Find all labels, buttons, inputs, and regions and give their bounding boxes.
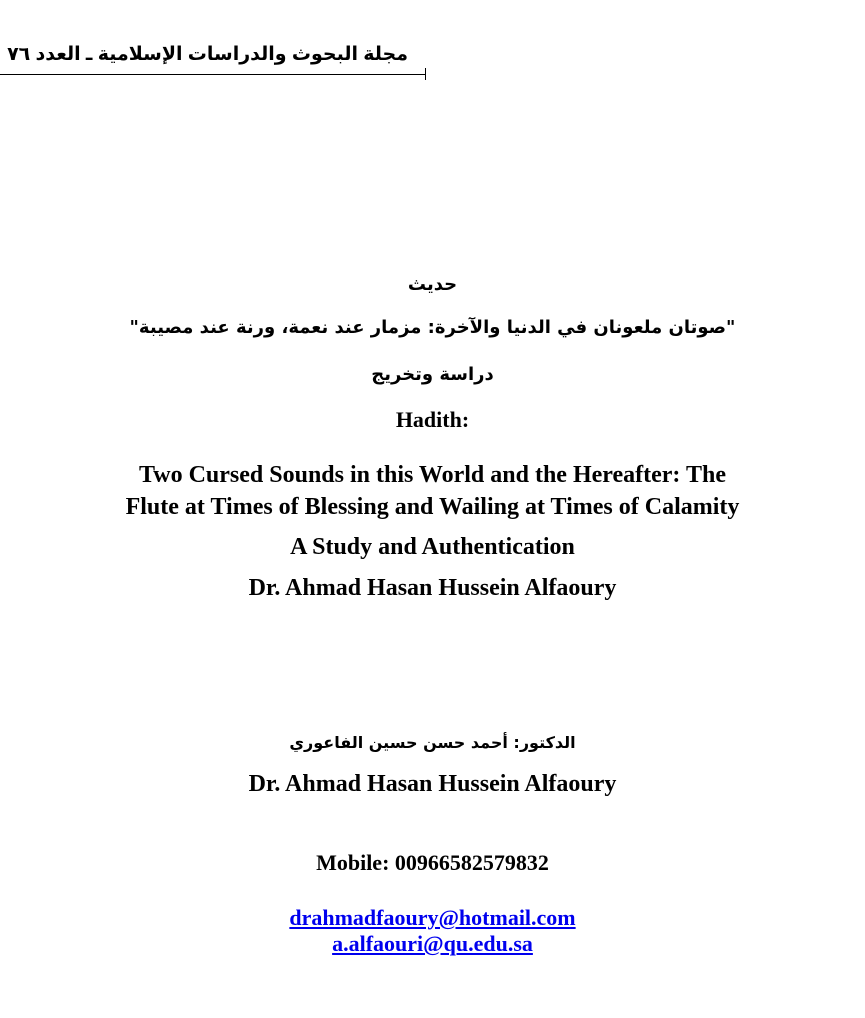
- english-author-name: Dr. Ahmad Hasan Hussein Alfaoury: [248, 575, 617, 601]
- email-link-primary[interactable]: drahmadfaoury@hotmail.com: [289, 905, 576, 930]
- english-title-line-2: Flute at Times of Blessing and Wailing at Times of Calamity: [125, 494, 740, 520]
- email-link-secondary[interactable]: a.alfaouri@qu.edu.sa: [332, 931, 533, 956]
- arabic-subtitle: دراسة وتخريج: [371, 364, 494, 385]
- english-title-line-1: Two Cursed Sounds in this World and the Hereafter: The: [139, 462, 726, 488]
- header-divider-tick: [425, 68, 426, 80]
- arabic-author-name: الدكتور: أحمد حسن حسين الفاعوري: [289, 733, 576, 752]
- english-label: Hadith:: [395, 407, 470, 432]
- english-subtitle: A Study and Authentication: [290, 534, 575, 560]
- arabic-label: حديث: [407, 274, 458, 295]
- mobile-number: Mobile: 00966582579832: [316, 850, 549, 875]
- arabic-title: "صوتان ملعونان في الدنيا والآخرة: مزمار عند نعمة، ورنة عند مصيبة": [129, 317, 736, 338]
- header-divider: [0, 74, 426, 75]
- email-link-secondary-row: [0, 929, 865, 959]
- author-name: Dr. Ahmad Hasan Hussein Alfaoury: [248, 771, 617, 797]
- journal-title: مجلة البحوث والدراسات الإسلامية ـ العدد ٧٦: [7, 44, 408, 65]
